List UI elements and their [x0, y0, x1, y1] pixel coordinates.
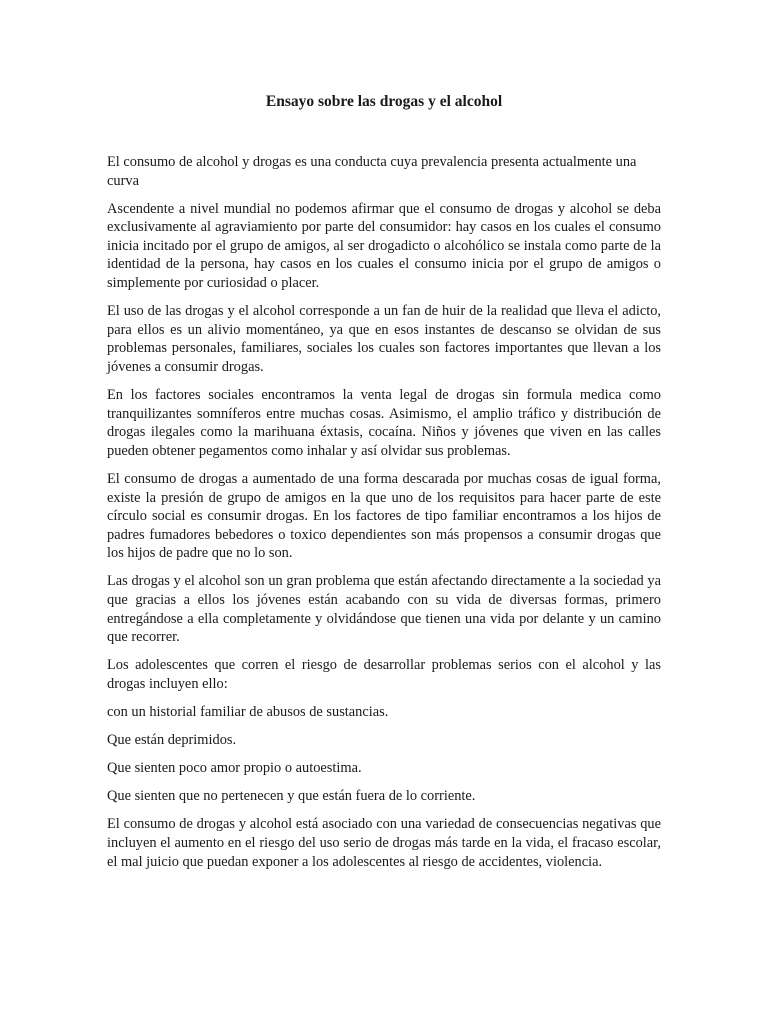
paragraph-gran-problema: Las drogas y el alcohol son un gran problema que están afectando directamente a la sociedad ya que gracias a ellos los jóvenes están acabando con su vida de diversas formas, primero entregándose a ella completamente y olvidándose que tienen una vida por delante y un camino que recorrer.: [107, 573, 661, 646]
paragraph-consecuencias: El consumo de drogas y alcohol está asociado con una variedad de consecuencias negativas que incluyen el aumento en el riesgo del uso serio de drogas más tarde en la vida, el fracaso escolar, el mal juicio que puedan exponer a los adolescentes al riesgo de accidentes, violencia.: [107, 816, 661, 870]
paragraph-factores-sociales: En los factores sociales encontramos la venta legal de drogas sin formula medica como tranquilizantes somníferos entre muchas cosas. Asimismo, el amplio tráfico y distribución de drogas ilegales como la marihuana éxtasis, cocaína. Niños y jóvenes que viven en las calles pueden obtener pegamentos como inhalar y así olvidar sus problemas.: [107, 387, 661, 459]
paragraph-ascendente: Ascendente a nivel mundial no podemos afirmar que el consumo de drogas y alcohol se deba exclusivamente al agraviamiento por parte del consumidor: hay casos en los cuales el consumo inicia incitado por el grupo de amigos, al ser drogadicto o alcohólico se instala como parte de la identidad de la persona, hay casos en los cuales el consumo inicia por el grupo de amigos o simplemente por curiosidad o placer.: [107, 200, 661, 292]
paragraph-consumo-aumentado: El consumo de drogas a aumentado de una forma descarada por muchas cosas de igual forma, existe la presión de grupo de amigos en la que uno de los requisitos para hacer parte de este círculo social es consumir drogas. En los factores de tipo familiar encontramos a los hijos de padres fumadores bebedores o toxico dependientes son más propensos a consumir drogas que los hijos de padre que no lo son.: [107, 470, 661, 562]
paragraph-intro: El consumo de alcohol y drogas es una conducta cuya prevalencia presenta actualmente una curva: [107, 154, 637, 189]
paragraph-adolescentes-riesgo: Los adolescentes que corren el riesgo de desarrollar problemas serios con el alcohol y las drogas incluyen ello:: [107, 657, 661, 692]
list-item-deprimidos: Que están deprimidos.: [107, 732, 237, 749]
document-title: Ensayo sobre las drogas y el alcohol: [265, 93, 503, 110]
list-item-no-pertenecen: Que sienten que no pertenecen y que están fuera de lo corriente.: [107, 788, 476, 805]
list-item-autoestima: Que sienten poco amor propio o autoestima.: [107, 760, 362, 777]
paragraph-uso-drogas: El uso de las drogas y el alcohol corresponde a un fan de huir de la realidad que lleva el adicto, para ellos es un alivio momentáneo, ya que en esos instantes de descanso se olvidan de sus problemas personales, familiares, sociales los cuales son factores importantes que llevan a los jóvenes a consumir drogas.: [107, 303, 661, 375]
list-item-historial: con un historial familiar de abusos de sustancias.: [107, 703, 389, 720]
